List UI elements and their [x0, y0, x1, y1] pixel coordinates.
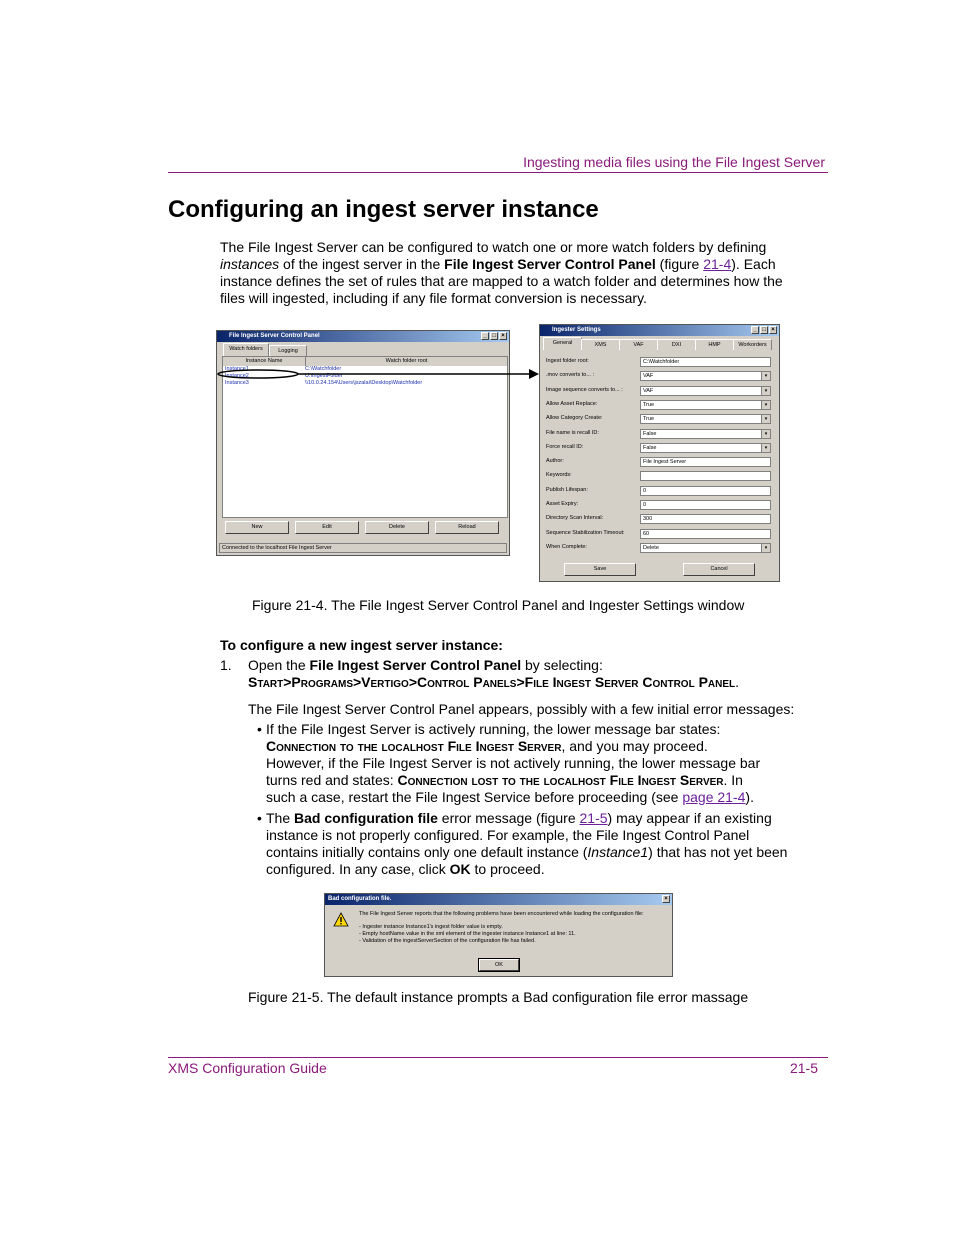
field-value: File Ingest Server [643, 459, 687, 466]
field-label: Allow Category Create: [546, 415, 603, 422]
field-value: True [643, 401, 655, 408]
error-dialog [324, 893, 673, 977]
watch-folder-cell: U:\IngestFolder [305, 373, 343, 379]
reload-button[interactable]: Reload [435, 521, 499, 534]
chevron-down-icon[interactable]: ▾ [761, 544, 770, 552]
tab-xms[interactable]: XMS [581, 339, 620, 350]
tab-general[interactable]: General [543, 337, 582, 350]
ingester-settings-window [539, 324, 780, 582]
field-label: Allow Asset Replace: [546, 400, 598, 407]
figure-link[interactable]: 21-5 [579, 810, 608, 826]
bullet-text: instance is not properly configured. For example, the File Ingest Control Panel [266, 827, 750, 843]
setting-select[interactable] [640, 414, 771, 424]
bullet-text: to proceed. [470, 861, 545, 877]
close-icon[interactable]: × [769, 326, 777, 334]
setting-input[interactable] [640, 457, 771, 467]
error-message [359, 911, 669, 945]
intro-text: of the ingest server in the [279, 256, 445, 272]
setting-select[interactable] [640, 543, 771, 553]
field-value: 0 [643, 502, 647, 508]
setting-input[interactable] [640, 514, 771, 524]
warning-icon [333, 912, 349, 927]
chevron-down-icon[interactable]: ▾ [761, 430, 770, 438]
field-label: File name is recall ID: [546, 429, 599, 436]
page-link[interactable]: page 21-4 [682, 789, 746, 805]
bullet-text: If the File Ingest Server is actively running, the lower message bar states: [266, 721, 721, 737]
bullet-text: . In [723, 772, 743, 788]
control-panel-term: File Ingest Server Control Panel [444, 256, 656, 272]
figure-link[interactable]: 21-4 [703, 256, 732, 272]
chevron-down-icon[interactable]: ▾ [761, 387, 770, 395]
edit-button[interactable]: Edit [295, 521, 359, 534]
delete-button[interactable]: Delete [365, 521, 429, 534]
intro-text: (figure [655, 256, 704, 272]
setting-select[interactable] [640, 429, 771, 439]
field-label: Publish Lifespan: [546, 486, 588, 493]
save-button[interactable]: Save [564, 563, 636, 576]
bullet-text: The [266, 810, 295, 826]
control-panel-titlebar [217, 331, 509, 342]
footer-rule [168, 1057, 828, 1058]
field-label: Author: [546, 458, 564, 465]
status-message: Connection to the localhost File Ingest Server [266, 738, 562, 754]
tab-dxi[interactable]: DXI [657, 339, 696, 350]
step-text: Open the [248, 657, 310, 673]
field-value: 60 [643, 530, 650, 537]
bullet-text: , and you may proceed. [561, 738, 708, 754]
bullet-text: contains initially contains only one default instance ( [266, 844, 588, 860]
footer-guide-title: XMS Configuration Guide [168, 1060, 327, 1076]
field-label: .mov converts to... : [546, 372, 594, 379]
ok-button[interactable]: OK [479, 959, 519, 971]
tab-workorders[interactable]: Workorders [733, 339, 772, 350]
page-title: Configuring an ingest server instance [168, 196, 599, 223]
field-value: Delete [643, 544, 659, 551]
intro-line-4: files will ingested, including if any file format conversion is necessary. [220, 290, 647, 306]
instance-name-cell: Instance1 [225, 366, 249, 372]
procedure-heading: To configure a new ingest server instance: [220, 637, 503, 653]
instance-name-cell: Instance3 [225, 380, 249, 386]
error-item: - Ingester instance Instance1's ingest folder value is empty. [359, 924, 503, 930]
error-item: - Empty hostName value in the xml element of the ingester instance Instance1 at line: 11. [359, 931, 576, 937]
watch-folder-cell: C:\Watchfolder [305, 366, 342, 372]
ingester-settings-titlebar [540, 325, 779, 336]
tab-hmp[interactable]: HMP [695, 339, 734, 350]
setting-input[interactable] [640, 486, 771, 496]
step-number: 1. [220, 657, 232, 673]
maximize-icon[interactable]: □ [760, 326, 768, 334]
step-text: by selecting: [521, 657, 603, 673]
status-message: Connection lost to the localhost File Ingest Server [397, 772, 724, 788]
chevron-down-icon[interactable]: ▾ [761, 401, 770, 409]
field-value: 300 [643, 516, 653, 523]
field-label: Sequence Stabilization Timeout: [546, 529, 625, 536]
watch-folder-cell: \\10.0.24.154\Users\jszalai\Desktop\Watchfolder [305, 380, 423, 386]
step-1 [248, 657, 808, 691]
setting-select[interactable] [640, 371, 771, 381]
field-label: Force recall ID: [546, 443, 584, 450]
instance-name: Instance1 [587, 844, 649, 860]
field-value: VAF [643, 373, 654, 380]
close-icon[interactable]: × [662, 895, 670, 903]
field-label: Image sequence converts to... : [546, 386, 623, 393]
appears-text: The File Ingest Server Control Panel appears, possibly with a few initial error messages: [248, 701, 795, 717]
bullet-text: configured. In any case, click [266, 861, 450, 877]
field-value: False [643, 430, 657, 437]
bullet-text: However, if the File Ingest Server is not actively running, the lower message bar [266, 755, 761, 771]
setting-input[interactable] [640, 529, 771, 539]
field-value: 0 [643, 487, 647, 494]
field-label: Directory Scan Interval: [546, 515, 604, 522]
figure-21-5-caption: Figure 21-5. The default instance prompts a Bad configuration file error massage [248, 989, 749, 1005]
tab-vaf[interactable]: VAF [619, 339, 658, 350]
control-panel-window [216, 330, 510, 556]
column-header-watch-folder[interactable]: Watch folder root [385, 358, 428, 364]
error-dialog-titlebar [325, 894, 672, 905]
maximize-icon[interactable]: □ [490, 332, 498, 340]
tab-watch-folders[interactable]: Watch folders [223, 343, 269, 356]
field-value: True [643, 416, 655, 423]
field-value: VAF [643, 387, 654, 394]
message-text: The File Ingest Server reports that the following problems have been encountered while loading the configuration file: [359, 911, 644, 917]
step-text: . [735, 674, 740, 690]
dialog-title: Bad configuration file. [328, 896, 392, 902]
header-rule [168, 172, 828, 173]
cancel-button[interactable]: Cancel [683, 563, 755, 576]
bullet-text: ) that has not yet been [648, 844, 788, 860]
field-label: Keywords: [546, 472, 572, 479]
setting-input[interactable] [640, 500, 771, 510]
error-item: - Validation of the ingestServerSection of the configuration file has failed. [359, 938, 536, 944]
new-button[interactable]: New [225, 521, 289, 534]
minimize-icon[interactable]: _ [481, 332, 489, 340]
setting-select[interactable] [640, 400, 771, 410]
bullet-icon: • [257, 721, 262, 737]
callout-arrow [216, 366, 540, 384]
bullet-icon: • [257, 810, 262, 826]
field-label: Asset Expiry: [546, 501, 579, 507]
minimize-icon[interactable]: _ [751, 326, 759, 334]
intro-line-2 [220, 256, 820, 273]
intro-line-3: instance defines the set of rules that are mapped to a watch folder and determines how the [220, 273, 783, 289]
figure-21-4-caption: Figure 21-4. The File Ingest Server Control Panel and Ingester Settings window [252, 597, 745, 613]
bullet-text: ) may appear if an existing [607, 810, 772, 826]
bullet-text: such a case, restart the File Ingest Service before proceeding (see [266, 789, 683, 805]
status-bar: Connected to the localhost File Ingest Server [219, 543, 507, 553]
bullet-text: error message (figure [437, 810, 580, 826]
bullet-2 [266, 810, 811, 878]
close-icon[interactable]: × [499, 332, 507, 340]
chevron-down-icon[interactable]: ▾ [761, 415, 770, 423]
setting-select[interactable] [640, 443, 771, 453]
chevron-down-icon[interactable]: ▾ [761, 372, 770, 380]
menu-path: Start>Programs>Vertigo>Control Panels>File Ingest Server Control Panel [248, 674, 736, 690]
intro-line-1: The File Ingest Server can be configured to watch one or more watch folders by defining [220, 239, 767, 255]
bullet-text: turns red and states: [266, 772, 398, 788]
setting-input[interactable] [640, 471, 771, 481]
bullet-1 [266, 721, 811, 806]
field-label: When Complete: [546, 543, 587, 550]
field-value: C:\Watchfolder [643, 359, 680, 365]
instance-name-cell: Instance2 [225, 373, 249, 379]
window-title: Ingester Settings [552, 327, 601, 333]
intro-text: ). Each [731, 256, 776, 272]
instances-term: instances [220, 256, 280, 272]
intro-paragraph [220, 239, 820, 307]
field-value: False [643, 444, 657, 451]
setting-input[interactable] [640, 357, 771, 367]
column-header-instance-name[interactable]: Instance Name [223, 357, 306, 366]
tab-logging[interactable]: Logging [269, 345, 307, 356]
chevron-down-icon[interactable]: ▾ [761, 444, 770, 452]
bullet-text: ). [745, 789, 754, 805]
setting-select[interactable] [640, 386, 771, 396]
control-panel-term: File Ingest Server Control Panel [309, 657, 522, 673]
window-title: File Ingest Server Control Panel [229, 333, 320, 339]
running-header: Ingesting media files using the File Ingest Server [523, 154, 825, 170]
error-name: Bad configuration file [294, 810, 438, 826]
page-number: 21-5 [789, 1060, 818, 1076]
field-label: Ingest folder root: [546, 358, 589, 364]
ok-term: OK [449, 861, 471, 877]
